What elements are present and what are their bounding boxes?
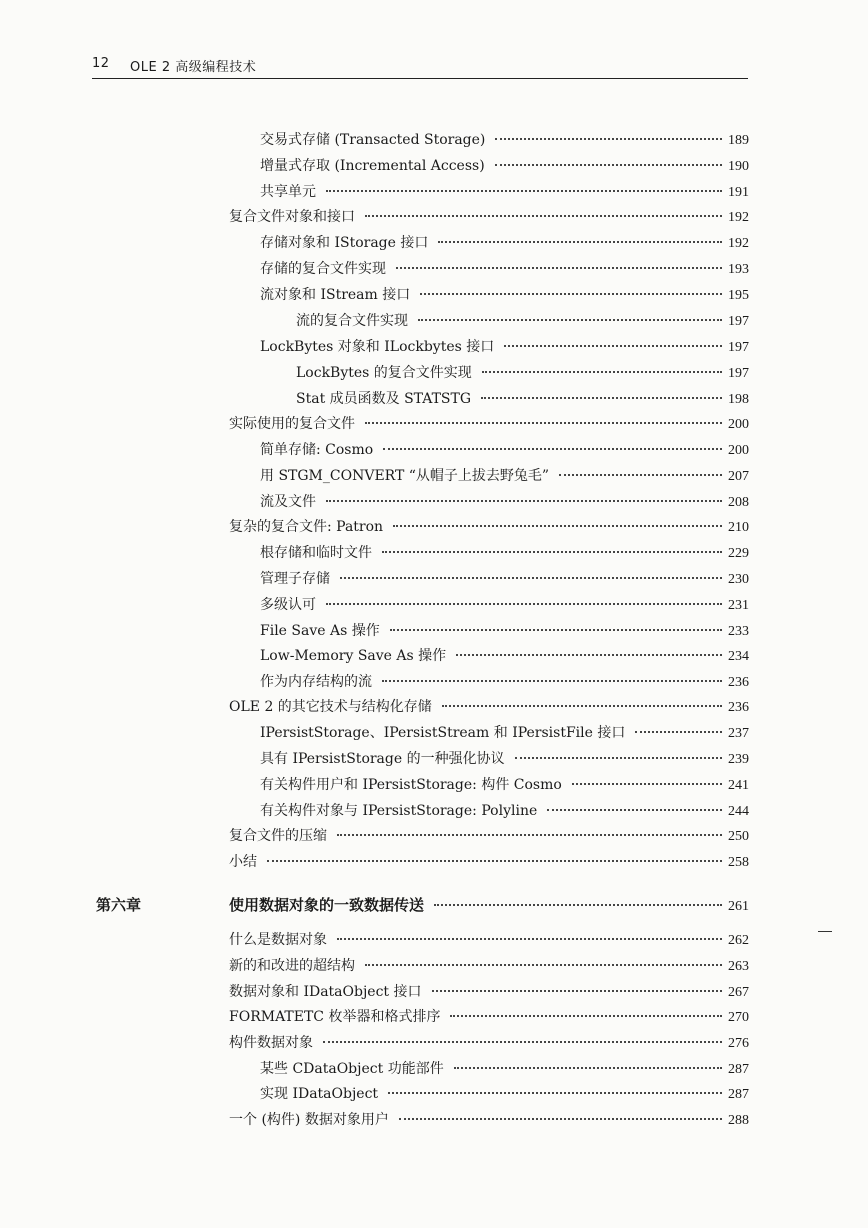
entry-page-number: 200	[728, 443, 749, 458]
entry-page-number: 200	[728, 417, 749, 432]
entry-title: 存储的复合文件实现	[260, 261, 386, 277]
toc-entry	[229, 1111, 749, 1130]
entry-page-number: 195	[728, 288, 749, 303]
toc-entry	[260, 802, 749, 821]
entry-title: 某些 CDataObject 功能部件	[260, 1061, 444, 1077]
entry-title: 共享单元	[260, 184, 316, 200]
entry-title: 新的和改进的超结构	[229, 958, 355, 974]
toc-entry	[296, 312, 749, 331]
entry-title: 具有 IPersistStorage 的一种强化协议	[260, 751, 505, 767]
toc-entry	[229, 957, 749, 976]
entry-page-number: 236	[728, 700, 749, 715]
entry-title: 多级认可	[260, 597, 316, 613]
toc-entry	[229, 1008, 749, 1027]
dot-leader	[450, 1015, 722, 1017]
entry-page-number: 258	[728, 855, 749, 870]
entry-title: 复合文件的压缩	[229, 828, 327, 844]
entry-page-number: 250	[728, 829, 749, 844]
toc-entry	[260, 1060, 749, 1079]
entry-title: 数据对象和 IDataObject 接口	[229, 984, 422, 1000]
toc-entry	[260, 157, 749, 176]
entry-title: 管理子存储	[260, 571, 330, 587]
entry-title: 增量式存取 (Incremental Access)	[260, 158, 485, 174]
entry-title: 存储对象和 IStorage 接口	[260, 235, 429, 251]
toc-entry	[260, 596, 749, 615]
toc-entry	[260, 750, 749, 769]
entry-page-number: 198	[728, 392, 749, 407]
entry-page-number: 197	[728, 314, 749, 329]
entry-page-number: 287	[728, 1062, 749, 1077]
dot-leader	[382, 551, 722, 553]
page-number: 12	[92, 56, 110, 71]
toc-entry	[229, 698, 749, 717]
toc-entry	[229, 983, 749, 1002]
dot-leader	[326, 500, 722, 502]
entry-title: 小结	[229, 854, 257, 870]
entry-page-number: 239	[728, 752, 749, 767]
entry-page-number: 192	[728, 236, 749, 251]
dot-leader	[399, 1118, 722, 1120]
entry-page-number: 270	[728, 1010, 749, 1025]
toc-entry	[260, 441, 749, 460]
dot-leader	[481, 397, 722, 399]
entry-title: Low-Memory Save As 操作	[260, 648, 447, 664]
entry-page-number: 287	[728, 1087, 749, 1102]
entry-title: 有关构件对象与 IPersistStorage: Polyline	[260, 803, 538, 819]
dot-leader	[388, 1092, 722, 1094]
dot-leader	[396, 267, 722, 269]
toc-entry	[260, 1085, 749, 1104]
dot-leader	[495, 164, 722, 166]
dot-leader	[572, 783, 722, 785]
dot-leader	[482, 371, 722, 373]
entry-page-number: 244	[728, 804, 749, 819]
entry-title: 复合文件对象和接口	[229, 209, 355, 225]
entry-title: IPersistStorage、IPersistStream 和 IPersistFile 接口	[260, 725, 626, 741]
running-header	[92, 56, 748, 78]
toc-entry	[260, 493, 749, 512]
entry-page-number: 208	[728, 495, 749, 510]
entry-title: 实际使用的复合文件	[229, 416, 355, 432]
dot-leader	[326, 190, 722, 192]
dot-leader	[635, 731, 722, 733]
toc-entry	[260, 647, 749, 666]
entry-page-number: 193	[728, 262, 749, 277]
toc-entry	[296, 390, 749, 409]
entry-title: 使用数据对象的一致数据传送	[229, 896, 425, 914]
dot-leader	[515, 757, 722, 759]
dot-leader	[383, 448, 722, 450]
entry-page-number: 207	[728, 469, 749, 484]
toc-entry	[260, 622, 749, 641]
dot-leader	[456, 654, 722, 656]
dot-leader	[365, 964, 722, 966]
margin-mark	[818, 931, 832, 932]
header-rule	[92, 78, 748, 79]
entry-page-number: 231	[728, 598, 749, 613]
entry-title: File Save As 操作	[260, 623, 380, 639]
dot-leader	[393, 525, 722, 527]
dot-leader	[559, 474, 722, 476]
entry-title: 一个 (构件) 数据对象用户	[229, 1112, 389, 1128]
entry-page-number: 233	[728, 624, 749, 639]
entry-page-number: 261	[728, 899, 749, 914]
entry-title: FORMATETC 枚举器和格式排序	[229, 1009, 441, 1025]
chapter-entry	[229, 896, 749, 916]
entry-page-number: 276	[728, 1036, 749, 1051]
dot-leader	[382, 680, 722, 682]
toc-entry	[229, 853, 749, 872]
toc-entry	[260, 544, 749, 563]
entry-title: 复杂的复合文件: Patron	[229, 519, 384, 535]
dot-leader	[365, 215, 722, 217]
dot-leader	[438, 241, 722, 243]
entry-title: LockBytes 的复合文件实现	[296, 365, 472, 381]
entry-title: 流的复合文件实现	[296, 313, 408, 329]
entry-page-number: 234	[728, 649, 749, 664]
entry-page-number: 230	[728, 572, 749, 587]
toc-entry	[260, 260, 749, 279]
dot-leader	[337, 938, 722, 940]
toc-entry	[229, 827, 749, 846]
dot-leader	[495, 138, 722, 140]
dot-leader	[432, 990, 722, 992]
entry-page-number: 190	[728, 159, 749, 174]
toc-entry	[260, 776, 749, 795]
entry-page-number: 237	[728, 726, 749, 741]
dot-leader	[337, 834, 722, 836]
dot-leader	[340, 577, 722, 579]
dot-leader	[365, 422, 722, 424]
dot-leader	[504, 345, 722, 347]
dot-leader	[454, 1067, 722, 1069]
entry-page-number: 191	[728, 185, 749, 200]
entry-page-number: 288	[728, 1113, 749, 1128]
entry-title: 用 STGM_CONVERT “从帽子上拔去野兔毛”	[260, 468, 550, 484]
toc-entry	[260, 570, 749, 589]
toc-entry	[260, 338, 749, 357]
dot-leader	[420, 293, 722, 295]
running-title: OLE 2 高级编程技术	[130, 60, 257, 75]
entry-page-number: 229	[728, 546, 749, 561]
toc-entry	[229, 518, 749, 537]
toc-entry	[229, 931, 749, 950]
toc-entry	[260, 467, 749, 486]
toc-entry	[229, 1034, 749, 1053]
entry-title: 交易式存储 (Transacted Storage)	[260, 132, 486, 148]
toc-entry	[260, 286, 749, 305]
entry-page-number: 189	[728, 133, 749, 148]
entry-page-number: 192	[728, 210, 749, 225]
toc-entry	[260, 234, 749, 253]
entry-title: 简单存储: Cosmo	[260, 442, 374, 458]
entry-title: LockBytes 对象和 ILockbytes 接口	[260, 339, 495, 355]
toc-entry	[260, 724, 749, 743]
entry-title: 流对象和 IStream 接口	[260, 287, 411, 303]
entry-title: 作为内存结构的流	[260, 674, 372, 690]
dot-leader	[442, 705, 722, 707]
toc-entry	[260, 183, 749, 202]
toc-entry	[260, 131, 749, 150]
entry-title: 有关构件用户和 IPersistStorage: 构件 Cosmo	[260, 777, 562, 793]
entry-page-number: 241	[728, 778, 749, 793]
entry-title: 什么是数据对象	[229, 932, 327, 948]
entry-title: Stat 成员函数及 STATSTG	[296, 391, 472, 407]
entry-title: 实现 IDataObject	[260, 1086, 379, 1102]
entry-page-number: 197	[728, 340, 749, 355]
dot-leader	[418, 319, 722, 321]
dot-leader	[390, 629, 722, 631]
entry-page-number: 263	[728, 959, 749, 974]
chapter-label: 第六章	[96, 896, 142, 914]
entry-page-number: 210	[728, 520, 749, 535]
entry-title: 根存储和临时文件	[260, 545, 372, 561]
entry-page-number: 197	[728, 366, 749, 381]
toc-entry	[229, 415, 749, 434]
entry-title: OLE 2 的其它技术与结构化存储	[229, 699, 432, 715]
entry-page-number: 236	[728, 675, 749, 690]
entry-title: 流及文件	[260, 494, 316, 510]
toc-entry	[229, 208, 749, 227]
dot-leader	[267, 860, 722, 862]
toc-entry	[296, 364, 749, 383]
dot-leader	[326, 603, 722, 605]
entry-page-number: 267	[728, 985, 749, 1000]
dot-leader	[434, 904, 722, 906]
dot-leader	[323, 1041, 722, 1043]
entry-title: 构件数据对象	[229, 1035, 313, 1051]
dot-leader	[547, 809, 722, 811]
entry-page-number: 262	[728, 933, 749, 948]
toc-entry	[260, 673, 749, 692]
